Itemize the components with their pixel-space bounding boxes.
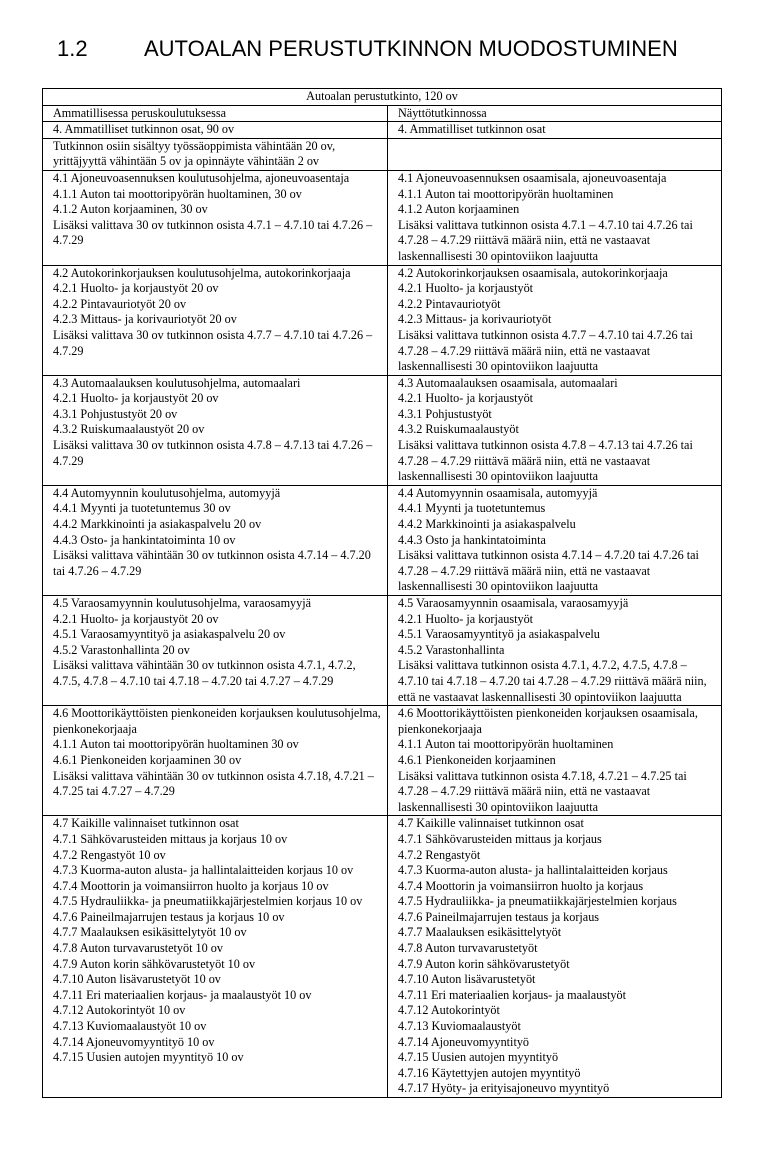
cell-vocational — [43, 138, 388, 170]
qualification-table — [42, 88, 722, 1098]
table-row — [43, 265, 722, 375]
cell-line: 4.7.9 Auton korin sähkövarustetyöt — [398, 956, 570, 971]
table-title: Autoalan perustutkinto, 120 ov — [43, 89, 722, 106]
cell-line: 4.7.2 Rengastyöt 10 ov — [53, 847, 166, 862]
cell-line: 4.7.8 Auton turvavarustetyöt — [398, 941, 538, 956]
cell-line: 4.7.14 Ajoneuvomyyntityö — [398, 1034, 530, 1049]
column-header-competence: Näyttötutkinnossa — [388, 105, 722, 122]
cell-line: 4.6.1 Pienkoneiden korjaaminen — [398, 752, 556, 767]
cell-line: 4.2.3 Mittaus- ja korivauriotyöt 20 ov — [53, 312, 237, 327]
cell-line: 4.7.4 Moottorin ja voimansiirron huolto ja korjaus — [398, 878, 644, 893]
cell-line: 4.3 Automaalauksen koulutusohjelma, automaalari — [53, 375, 301, 390]
cell-competence — [388, 816, 722, 1098]
cell-line: 4.7.1 Sähkövarusteiden mittaus ja korjaus 10 ov — [53, 831, 288, 846]
cell-vocational — [43, 596, 388, 706]
cell-line: Lisäksi valittava 30 ov tutkinnon osista 4.7.7 – 4.7.10 tai 4.7.26 – 4.7.29 — [53, 327, 373, 358]
cell-line: 4.1 Ajoneuvoasennuksen osaamisala, ajoneuvoasentaja — [398, 170, 667, 185]
cell-line: 4.2.1 Huolto- ja korjaustyöt — [398, 281, 534, 296]
cell-competence — [388, 706, 722, 816]
cell-line: 4.4.2 Markkinointi ja asiakaspalvelu — [398, 517, 576, 532]
cell-line: 4.7.1 Sähkövarusteiden mittaus ja korjaus — [398, 831, 602, 846]
table-row — [43, 596, 722, 706]
cell-line: 4.1.2 Auton korjaaminen, 30 ov — [53, 202, 208, 217]
cell-line: 4.7.2 Rengastyöt — [398, 847, 481, 862]
cell-line: 4.6.1 Pienkoneiden korjaaminen 30 ov — [53, 752, 242, 767]
cell-line: 4.2.3 Mittaus- ja korivauriotyöt — [398, 312, 552, 327]
table-header-row — [43, 105, 722, 122]
column-header-vocational: Ammatillisessa peruskoulutuksessa — [43, 105, 388, 122]
cell-line: Lisäksi valittava tutkinnon osista 4.7.7 – 4.7.10 tai 4.7.26 tai 4.7.28 – 4.7.29 riittävä määrä niin, että ne vastaavat laskennallisesti 30 opintoviikon laajuutta — [398, 327, 693, 374]
cell-line: Tutkinnon osiin sisältyy työssäoppimista vähintään 20 ov, yrittäjyyttä vähintään 5 ov ja opinnäyte vähintään 2 ov — [53, 138, 336, 169]
cell-line: 4.7 Kaikille valinnaiset tutkinnon osat — [398, 816, 584, 831]
cell-line: 4.1 Ajoneuvoasennuksen koulutusohjelma, ajoneuvoasentaja — [53, 170, 350, 185]
cell-line: 4.2.2 Pintavauriotyöt 20 ov — [53, 296, 187, 311]
cell-line: 4. Ammatilliset tutkinnon osat, 90 ov — [53, 122, 235, 137]
cell-line: 4.7.13 Kuviomaalaustyöt — [398, 1019, 521, 1034]
cell-line: 4.5.2 Varastonhallinta — [398, 642, 505, 657]
section-number: 1.2 — [57, 36, 88, 61]
cell-line: 4.7.17 Hyöty- ja erityisajoneuvo myyntityö — [398, 1081, 610, 1096]
cell-line: 4.7.3 Kuorma-auton alusta- ja hallintalaitteiden korjaus 10 ov — [53, 863, 354, 878]
cell-line: 4.4 Automyynnin koulutusohjelma, automyyjä — [53, 485, 281, 500]
cell-line: Lisäksi valittava vähintään 30 ov tutkinnon osista 4.7.18, 4.7.21 – 4.7.25 tai 4.7.27 – 4.7.29 — [53, 768, 374, 799]
cell-vocational — [43, 816, 388, 1098]
cell-line: Lisäksi valittava tutkinnon osista 4.7.8 – 4.7.13 tai 4.7.26 tai 4.7.28 – 4.7.29 riittävä määrä niin, että ne vastaavat laskennallisesti 30 opintoviikon laajuutta — [398, 438, 693, 484]
section-title: AUTOALAN PERUSTUTKINNON MUODOSTUMINEN — [144, 36, 678, 61]
cell-line: 4.7.6 Paineilmajarrujen testaus ja korjaus — [398, 909, 600, 924]
cell-line: 4.7.11 Eri materiaalien korjaus- ja maalaustyöt 10 ov — [53, 987, 312, 1002]
cell-line: 4.7.3 Kuorma-auton alusta- ja hallintalaitteiden korjaus — [398, 863, 668, 878]
cell-competence — [388, 596, 722, 706]
cell-line: 4.7.7 Maalauksen esikäsittelytyöt — [398, 925, 562, 940]
cell-line: Lisäksi valittava tutkinnon osista 4.7.1, 4.7.2, 4.7.5, 4.7.8 – 4.7.10 tai 4.7.18 – 4.7.20 tai 4.7.28 – 4.7.29 riittävä määrä niin, että ne vastaavat laskennallisesti 30 opintoviikon laajuutta — [398, 658, 707, 704]
cell-line: Lisäksi valittava 30 ov tutkinnon osista 4.7.8 – 4.7.13 tai 4.7.26 – 4.7.29 — [53, 438, 373, 468]
cell-line: 4.3.1 Pohjustustyöt 20 ov — [53, 406, 178, 421]
cell-line: 4.2 Autokorinkorjauksen koulutusohjelma, autokorinkorjaaja — [53, 265, 351, 280]
cell-line: 4.7.12 Autokorintyöt — [398, 1003, 500, 1018]
cell-line: 4.2.1 Huolto- ja korjaustyöt 20 ov — [53, 281, 219, 296]
cell-line: Lisäksi valittava tutkinnon osista 4.7.18, 4.7.21 – 4.7.25 tai 4.7.28 – 4.7.29 riittävä määrä niin, että ne vastaavat laskennallisesti 30 opintoviikon laajuutta — [398, 768, 687, 814]
cell-line: 4.3.1 Pohjustustyöt — [398, 406, 492, 421]
cell-line: 4.4.1 Myynti ja tuotetuntemus 30 ov — [53, 501, 231, 516]
cell-line: 4.6 Moottorikäyttöisten pienkoneiden korjauksen osaamisala, pienkonekorjaaja — [398, 706, 698, 736]
cell-line: 4.3.2 Ruiskumaalaustyöt — [398, 422, 519, 437]
cell-line: 4.2 Autokorinkorjauksen osaamisala, autokorinkorjaaja — [398, 265, 668, 280]
cell-line: 4.1.1 Auton tai moottoripyörän huoltaminen, 30 ov — [53, 186, 302, 201]
cell-line: 4.5.1 Varaosamyyntityö ja asiakaspalvelu 20 ov — [53, 627, 286, 642]
cell-line: 4.7.7 Maalauksen esikäsittelytyöt 10 ov — [53, 925, 247, 940]
cell-line: 4.4 Automyynnin osaamisala, automyyjä — [398, 485, 598, 500]
cell-line: 4.7.5 Hydrauliikka- ja pneumatiikkajärjestelmien korjaus — [398, 894, 677, 909]
cell-line: 4.7.8 Auton turvavarustetyöt 10 ov — [53, 941, 223, 956]
cell-competence — [388, 122, 722, 139]
cell-line: 4.7.16 Käytettyjen autojen myyntityö — [398, 1065, 581, 1080]
cell-line: 4.7 Kaikille valinnaiset tutkinnon osat — [53, 816, 239, 831]
cell-line: 4.3.2 Ruiskumaalaustyöt 20 ov — [53, 422, 205, 437]
cell-competence — [388, 375, 722, 485]
cell-line: 4.7.9 Auton korin sähkövarustetyöt 10 ov — [53, 956, 256, 971]
cell-line: 4.5 Varaosamyynnin osaamisala, varaosamyyjä — [398, 596, 629, 610]
cell-line: 4.5 Varaosamyynnin koulutusohjelma, varaosamyyjä — [53, 596, 312, 610]
cell-line: 4.5.2 Varastonhallinta 20 ov — [53, 642, 190, 657]
cell-competence — [388, 138, 722, 170]
cell-line: 4.7.6 Paineilmajarrujen testaus ja korjaus 10 ov — [53, 909, 285, 924]
cell-line: 4.7.10 Auton lisävarustetyöt 10 ov — [53, 972, 221, 987]
cell-line: 4.7.14 Ajoneuvomyyntityö 10 ov — [53, 1034, 215, 1049]
cell-line: Lisäksi valittava tutkinnon osista 4.7.1 – 4.7.10 tai 4.7.26 tai 4.7.28 – 4.7.29 riittävä määrä niin, että ne vastaavat laskennallisesti 30 opintoviikon laajuutta — [398, 217, 693, 263]
cell-line: 4.4.1 Myynti ja tuotetuntemus — [398, 501, 546, 516]
cell-line: 4.6 Moottorikäyttöisten pienkoneiden korjauksen koulutusohjelma, pienkonekorjaaja — [53, 706, 381, 736]
cell-line: 4.7.10 Auton lisävarustetyöt — [398, 972, 536, 987]
cell-vocational — [43, 170, 388, 265]
cell-vocational — [43, 706, 388, 816]
cell-line: 4.1.1 Auton tai moottoripyörän huoltaminen — [398, 737, 614, 752]
cell-line: 4.7.4 Moottorin ja voimansiirron huolto ja korjaus 10 ov — [53, 878, 329, 893]
cell-line: 4.5.1 Varaosamyyntityö ja asiakaspalvelu — [398, 627, 600, 642]
cell-vocational — [43, 265, 388, 375]
cell-line: 4.7.12 Autokorintyöt 10 ov — [53, 1003, 186, 1018]
cell-line: 4.1.2 Auton korjaaminen — [398, 202, 520, 217]
cell-competence — [388, 485, 722, 595]
cell-line: 4.4.3 Osto- ja hankintatoiminta 10 ov — [53, 532, 236, 547]
cell-line: 4.4.3 Osto ja hankintatoiminta — [398, 532, 546, 547]
cell-line: 4.2.1 Huolto- ja korjaustyöt — [398, 611, 534, 626]
cell-line: 4.2.2 Pintavauriotyöt — [398, 296, 501, 311]
cell-line: 4.7.15 Uusien autojen myyntityö — [398, 1050, 559, 1065]
table-row — [43, 170, 722, 265]
empty-cell — [398, 139, 715, 155]
cell-line: Lisäksi valittava vähintään 30 ov tutkinnon osista 4.7.1, 4.7.2, 4.7.5, 4.7.8 – 4.7.10 tai 4.7.18 – 4.7.20 tai 4.7.27 – 4.7.29 — [53, 658, 356, 688]
table-row — [43, 485, 722, 595]
section-heading — [57, 36, 678, 62]
cell-line: 4.1.1 Auton tai moottoripyörän huoltaminen — [398, 186, 614, 201]
cell-vocational — [43, 485, 388, 595]
cell-line: 4.7.13 Kuviomaalaustyöt 10 ov — [53, 1019, 207, 1034]
cell-line: 4.1.1 Auton tai moottoripyörän huoltaminen 30 ov — [53, 737, 299, 752]
cell-competence — [388, 265, 722, 375]
cell-line: Lisäksi valittava vähintään 30 ov tutkinnon osista 4.7.14 – 4.7.20 tai 4.7.26 – 4.7.29 — [53, 548, 371, 578]
cell-line: Lisäksi valittava 30 ov tutkinnon osista 4.7.1 – 4.7.10 tai 4.7.26 – 4.7.29 — [53, 217, 373, 248]
table-row — [43, 706, 722, 816]
table-row — [43, 375, 722, 485]
table-row — [43, 816, 722, 1098]
cell-line: 4.7.11 Eri materiaalien korjaus- ja maalaustyöt — [398, 987, 626, 1002]
cell-vocational — [43, 122, 388, 139]
table-row — [43, 138, 722, 170]
cell-line: 4.2.1 Huolto- ja korjaustyöt 20 ov — [53, 391, 219, 406]
cell-line: 4.7.15 Uusien autojen myyntityö 10 ov — [53, 1050, 244, 1065]
cell-line: 4.2.1 Huolto- ja korjaustyöt 20 ov — [53, 611, 219, 626]
cell-competence — [388, 170, 722, 265]
cell-line: 4.7.5 Hydrauliikka- ja pneumatiikkajärjestelmien korjaus 10 ov — [53, 894, 363, 909]
cell-line: 4.3 Automaalauksen osaamisala, automaalari — [398, 375, 618, 390]
cell-line: Lisäksi valittava tutkinnon osista 4.7.14 – 4.7.20 tai 4.7.26 tai 4.7.28 – 4.7.29 riittävä määrä niin, että ne vastaavat laskennallisesti 30 opintoviikon laajuutta — [398, 548, 699, 594]
cell-line: 4.4.2 Markkinointi ja asiakaspalvelu 20 ov — [53, 517, 262, 532]
table-row — [43, 122, 722, 139]
cell-line: 4.2.1 Huolto- ja korjaustyöt — [398, 391, 534, 406]
table-title-row — [43, 89, 722, 106]
cell-vocational — [43, 375, 388, 485]
cell-line: 4. Ammatilliset tutkinnon osat — [398, 122, 546, 137]
